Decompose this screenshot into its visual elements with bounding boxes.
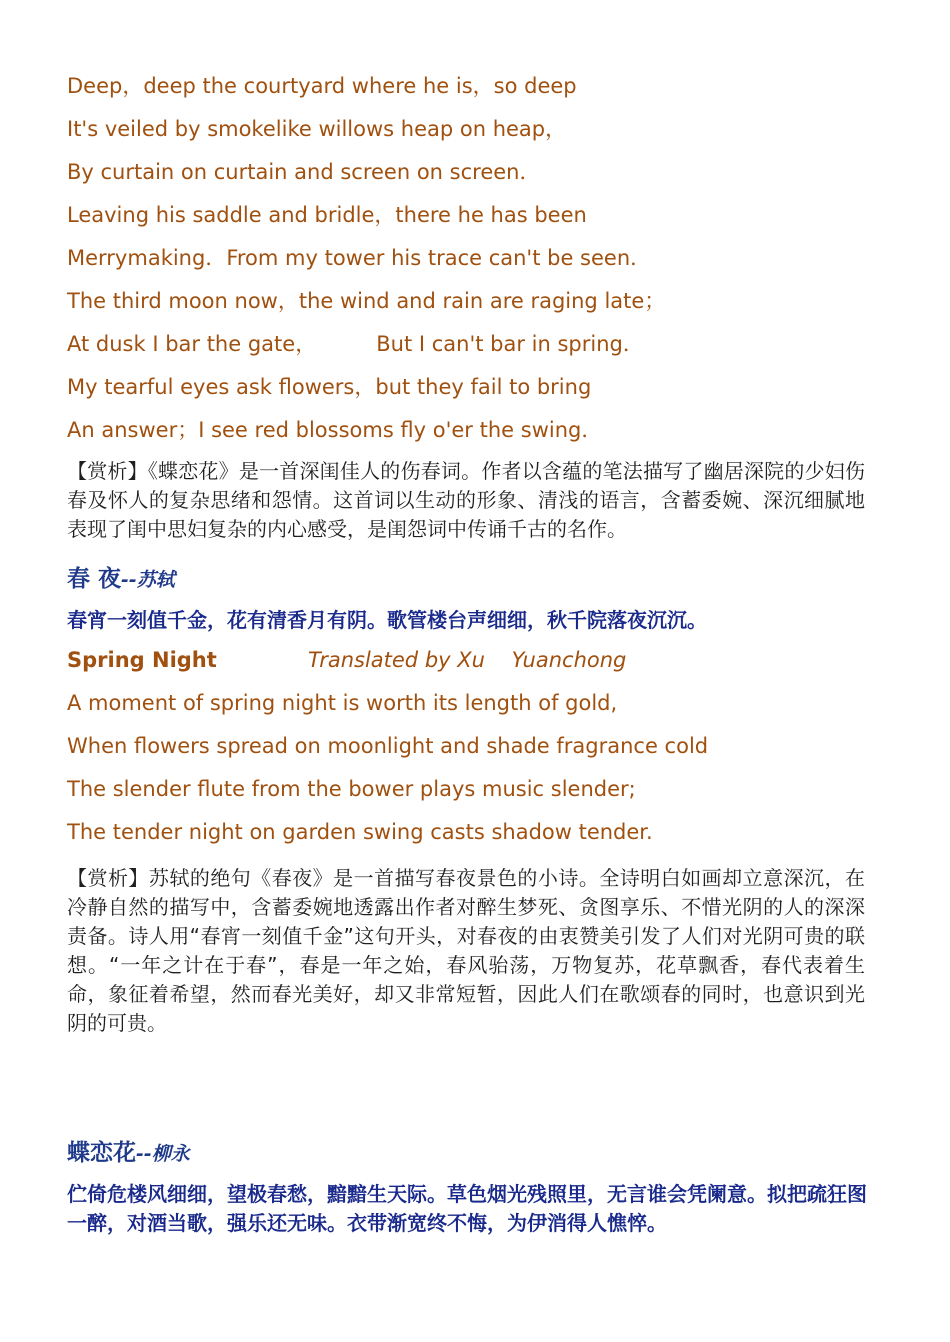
poem2-translation-line: The tender night on garden swing casts shadow tender. — [67, 820, 653, 844]
poem1-translation-line: By curtain on curtain and screen on screen． — [67, 160, 541, 184]
poem2-translator: Translated by Xu Yuanchong — [308, 648, 627, 672]
poem1-translation-line: An answer；I see red blossoms fly o'er the swing． — [67, 418, 603, 442]
poem2-translation-line: The slender flute from the bower plays music slender; — [67, 777, 636, 801]
poem1-translation-line: It's veiled by smokelike willows heap on heap， — [67, 117, 567, 141]
poem2-analysis: 【赏析】苏轼的绝句《春夜》是一首描写春夜景色的小诗。全诗明白如画却立意深沉，在冷静自然的描写中，含蓄委婉地透露出作者对醉生梦死、贪图享乐、不惜光阴的人的深深责备。诗人用“春宵一刻值千金”这句开头，对春夜的由衷赞美引发了人们对光阴可贵的联想。“一年之计在于春”，春是一年之始，春风骀荡，万物复苏，花草飘香，春代表着生命，象征着希望，然而春光美好，却又非常短暂，因此人们在歌颂春的同时，也意识到光阴的可贵。 — [67, 866, 865, 1035]
poem1-translation-line: The third moon now，the wind and rain are raging late； — [67, 289, 666, 313]
poem3-heading — [67, 1134, 190, 1167]
poem1-analysis: 【赏析】《蝶恋花》是一首深闺佳人的伤春词。作者以含蕴的笔法描写了幽居深院的少妇伤春及怀人的复杂思绪和怨情。这首词以生动的形象、清浅的语言，含蓄委婉、深沉细腻地表现了闺中思妇复杂的内心感受，是闺怨词中传诵千古的名作。 — [67, 459, 865, 541]
poem2-author: --苏轼 — [121, 569, 175, 591]
poem2-heading — [67, 560, 175, 593]
poem3-chinese-text: 伫倚危楼风细细，望极春愁，黯黯生天际。草色烟光残照里，无言谁会凭阑意。拟把疏狂图一醉，对酒当歌，强乐还无味。衣带渐宽终不悔，为伊消得人憔悴。 — [67, 1182, 867, 1235]
poem1-translation-line: Deep，deep the courtyard where he is，so deep — [67, 74, 577, 98]
poem1-translation-line: At dusk I bar the gate， But I can't bar in spring． — [67, 332, 644, 356]
poem3-author: --柳永 — [136, 1143, 190, 1165]
poem1-translation-line: Merrymaking．From my tower his trace can't be seen． — [67, 246, 652, 270]
poem2-english-heading — [67, 648, 627, 672]
poem2-chinese-text: 春宵一刻值千金，花有清香月有阴。歌管楼台声细细，秋千院落夜沉沉。 — [67, 608, 707, 632]
poem3-title: 蝶恋花 — [67, 1140, 136, 1166]
poem2-title: 春 夜 — [67, 566, 122, 592]
poem1-translation-line: My tearful eyes ask flowers，but they fail to bring — [67, 375, 592, 399]
poem2-translation-line: A moment of spring night is worth its length of gold, — [67, 691, 618, 715]
poem1-translation-line: Leaving his saddle and bridle，there he has been — [67, 203, 587, 227]
poem2-translation-line: When flowers spread on moonlight and shade fragrance cold — [67, 734, 709, 758]
poem2-english-title: Spring Night — [67, 648, 217, 672]
